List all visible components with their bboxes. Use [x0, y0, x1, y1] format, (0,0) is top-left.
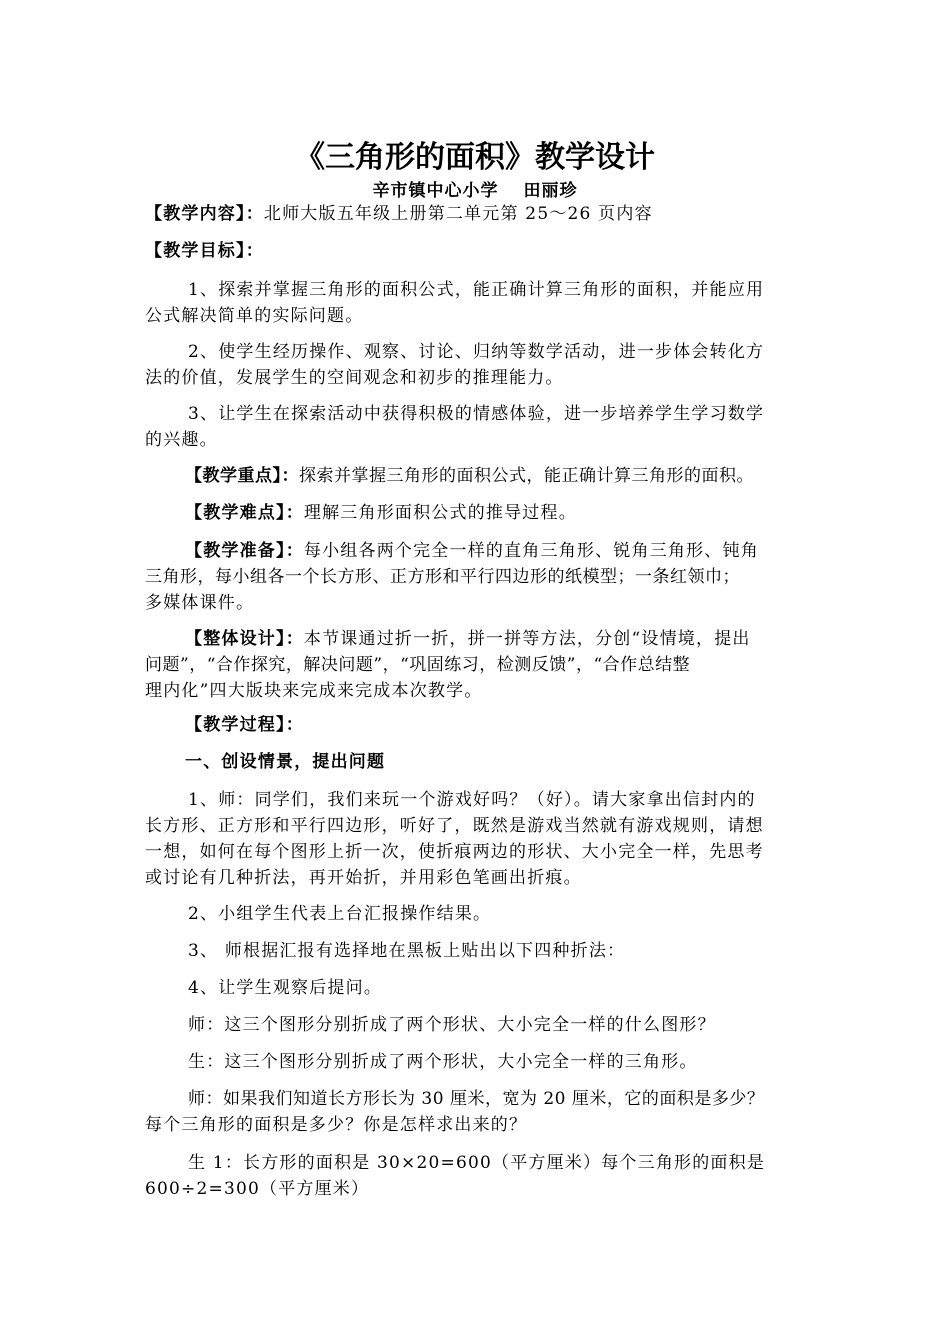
difficulty-text: 理解三角形面积公式的推导过程。: [303, 503, 577, 523]
overall-line-3: 理内化”四大版块来完成来完成本次教学。: [145, 681, 483, 701]
goals-label: 【教学目标】：: [145, 241, 264, 261]
teacher-question-2-line-2: 每个三角形的面积是多少？你是怎样求出来的？: [145, 1115, 528, 1135]
teacher-question-2-line-1: 师：如果我们知道长方形长为 30 厘米，宽为 20 厘米，它的面积是多少？: [188, 1089, 765, 1109]
step-1-line-1: 1、师：同学们，我们来玩一个游戏好吗？（好）。请大家拿出信封内的: [188, 790, 756, 810]
teacher-question-1: 师：这三个图形分别折成了两个形状、大小完全一样的什么图形？: [188, 1015, 716, 1035]
overall-text-1: 本节课通过折一折，拼一拼等方法，分创“设情境，提出: [303, 629, 751, 649]
step-1-line-2: 长方形、正方形和平行四边形，听好了，既然是游戏当然就有游戏规则，请想: [145, 816, 764, 836]
preparation-text-1: 每小组各两个完全一样的直角三角形、锐角三角形、钝角: [303, 541, 759, 561]
author-line: 辛市镇中心小学 田丽珍: [372, 181, 578, 201]
step-1-line-4: 或讨论有几种折法，再开始折，并用彩色笔画出折痕。: [145, 868, 582, 888]
goal-3-line-1: 3、让学生在探索活动中获得积极的情感体验，进一步培养学生学习数学: [188, 404, 765, 424]
overall-label: 【整体设计】：: [185, 629, 304, 649]
content-text: 北师大版五年级上册第二单元第 25～26 页内容: [263, 204, 653, 224]
process-label: 【教学过程】：: [185, 715, 304, 735]
overall-line-2: 问题”，“合作探究，解决问题”，“巩固练习，检测反馈”，“合作总结整: [145, 655, 691, 675]
step-3-line: 3、 师根据汇报有选择地在黑板上贴出以下四种折法：: [188, 941, 626, 961]
student-answer-2-line-1: 生 1：长方形的面积是 30×20=600（平方厘米）每个三角形的面积是: [188, 1153, 766, 1173]
goal-2-line-2: 法的价值，发展学生的空间观念和初步的推理能力。: [145, 368, 564, 388]
student-answer-2-line-2: 600÷2=300（平方厘米）: [145, 1179, 370, 1199]
difficulty-line: [185, 500, 577, 526]
section-1-heading: 一、创设情景，提出问题: [185, 752, 386, 772]
goal-3-line-2: 的兴趣。: [145, 430, 218, 450]
key-point-label: 【教学重点】：: [185, 466, 299, 486]
preparation-line-2: 三角形，每小组各一个长方形、正方形和平行四边形的纸模型；一条红领巾；: [145, 567, 740, 587]
preparation-line-1: [185, 538, 759, 564]
page-title: 《三角形的面积》教学设计: [295, 140, 655, 175]
step-1-line-3: 一想，如何在每个图形上折一次，使折痕两边的形状、大小完全一样，先思考: [145, 842, 764, 862]
difficulty-label: 【教学难点】：: [185, 503, 304, 523]
goal-1-line-2: 公式解决简单的实际问题。: [145, 306, 364, 326]
preparation-line-3: 多媒体课件。: [145, 593, 255, 613]
step-2-line: 2、小组学生代表上台汇报操作结果。: [188, 904, 492, 924]
goal-1-line-1: 1、探索并掌握三角形的面积公式，能正确计算三角形的面积，并能应用: [188, 280, 765, 300]
key-point-line: [185, 463, 754, 489]
content-line: [145, 201, 653, 227]
content-label: 【教学内容】：: [145, 204, 264, 224]
key-point-text: 探索并掌握三角形的面积公式，能正确计算三角形的面积。: [299, 466, 754, 486]
preparation-label: 【教学准备】：: [185, 541, 304, 561]
student-answer-1: 生：这三个图形分别折成了两个形状，大小完全一样的三角形。: [188, 1052, 698, 1072]
goal-2-line-1: 2、使学生经历操作、观察、讨论、归纳等数学活动，进一步体会转化方: [188, 342, 765, 362]
overall-line-1: [185, 626, 751, 652]
step-4-line: 4、让学生观察后提问。: [188, 978, 383, 998]
